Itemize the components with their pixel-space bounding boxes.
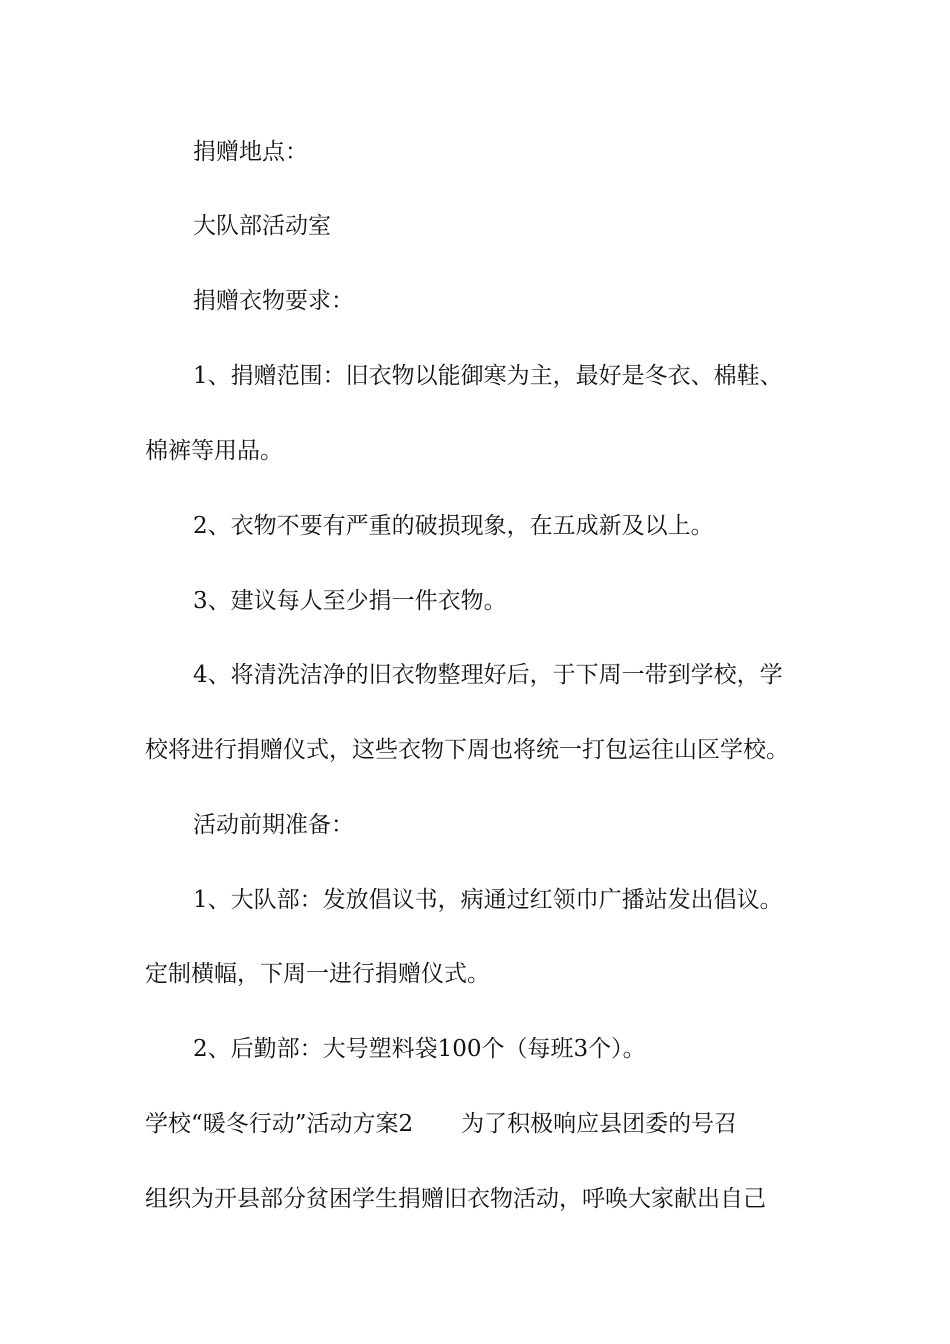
paragraph-plan-2-line-2: 组织为开县部分贫困学生捐赠旧衣物活动，呼唤大家献出自己 bbox=[145, 1186, 766, 1212]
paragraph-donation-location: 大队部活动室 bbox=[193, 213, 331, 239]
paragraph-requirement-1-line-1: 1、捐赠范围：旧衣物以能御寒为主，最好是冬衣、棉鞋、 bbox=[193, 363, 783, 389]
paragraph-donation-location-heading: 捐赠地点： bbox=[193, 139, 308, 165]
paragraph-requirement-1-line-2: 棉裤等用品。 bbox=[145, 438, 283, 464]
paragraph-preparation-2: 2、后勤部：大号塑料袋100个（每班3个）。 bbox=[193, 1036, 646, 1062]
paragraph-requirement-3: 3、建议每人至少捐一件衣物。 bbox=[193, 588, 507, 614]
plan-2-title: 学校“暖冬行动”活动方案2 bbox=[145, 1111, 414, 1137]
paragraph-requirement-4-line-2: 校将进行捐赠仪式，这些衣物下周也将统一打包运往山区学校。 bbox=[145, 737, 789, 763]
paragraph-clothing-requirements-heading: 捐赠衣物要求： bbox=[193, 288, 354, 314]
plan-2-intro: 为了积极响应县团委的号召 bbox=[461, 1111, 738, 1137]
paragraph-requirement-2: 2、衣物不要有严重的破损现象，在五成新及以上。 bbox=[193, 513, 714, 539]
paragraph-requirement-4-line-1: 4、将清洗洁净的旧衣物整理好后，于下周一带到学校，学 bbox=[193, 662, 783, 688]
paragraph-plan-2-line-1 bbox=[145, 1106, 825, 1142]
paragraph-preparation-1-line-1: 1、大队部：发放倡议书，病通过红领巾广播站发出倡议。 bbox=[193, 887, 783, 913]
paragraph-preparation-1-line-2: 定制横幅，下周一进行捐赠仪式。 bbox=[145, 961, 490, 987]
paragraph-preparation-heading: 活动前期准备： bbox=[193, 812, 354, 838]
